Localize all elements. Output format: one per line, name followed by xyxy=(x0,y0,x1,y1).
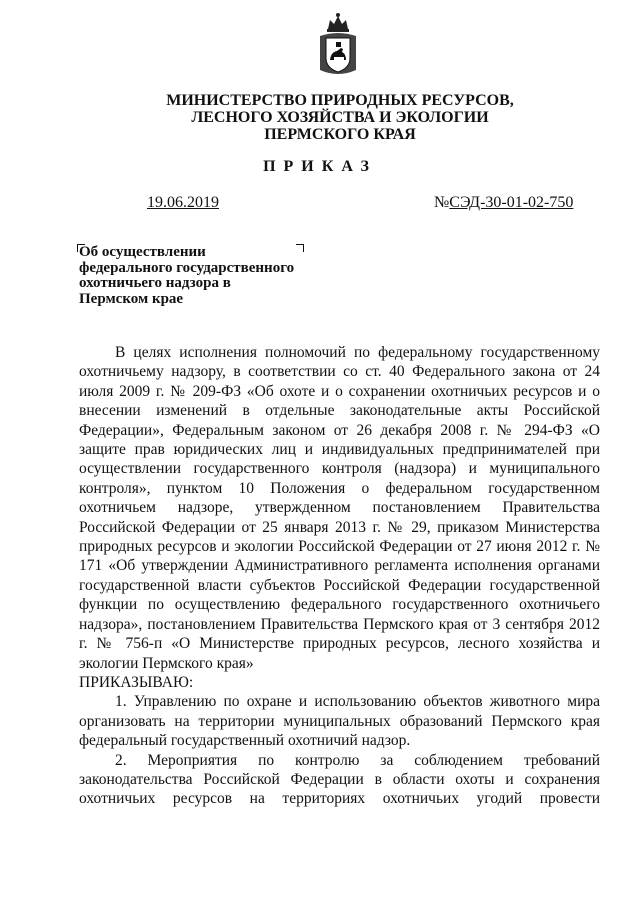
order-item-2: 2. Мероприятия по контролю за соблюдением требований законодательства Российской Федерации в области охоты и сохранения охотничьих ресурсов на территориях охотничьих угодий провести xyxy=(79,751,600,808)
ministry-header xyxy=(140,92,540,143)
order-word: ПРИКАЗЫВАЮ: xyxy=(79,673,194,691)
subject-line3: охотничьего надзора в xyxy=(79,275,231,291)
ministry-name-line2: ЛЕСНОГО ХОЗЯЙСТВА И ЭКОЛОГИИ xyxy=(191,109,489,126)
preamble-paragraph: В целях исполнения полномочий по федеральному государственному охотничьему надзору, в соответствии со ст. 40 Федерального закона от 24 июля 2009 г. № 209-ФЗ «Об охоте и о сохранении охотничьих ресурсов и о внесении изменений в отдельные законодательные акты Российской Федерации», Федеральным законом от 26 декабря 2008 г. № 294-ФЗ «О защите прав юридических лиц и индивидуальных предпринимателей при осуществлении государственного контроля (надзора) и муниципального контроля», пунктом 10 Положения о федеральном государственном охотничьем надзоре, утвержденном постановлением Правительства Российской Федерации от 25 января 2013 г. № 29, приказом Министерства природных ресурсов и экологии Российской Федерации от 27 июня 2012 г. № 171 «Об утверждении Административного регламента исполнения органами государственной власти субъектов Российской Федерации государственной функции по осуществлению федерального государственного охотничьего надзора», постановлением Правительства Пермского края от 3 сентября 2012 г. № 756-п «О Министерстве природных ресурсов, лесного хозяйства и экологии Пермского края» xyxy=(79,344,600,672)
number-prefix: № xyxy=(434,194,450,211)
subject-line2: федерального государственного xyxy=(79,259,295,276)
document-number xyxy=(434,194,573,212)
document-date xyxy=(125,194,241,212)
order-item-1: 1. Управлению по охране и использованию объектов животного мира организовать на территории муниципальных образований Пермского края федеральный государственный охотничий надзор. xyxy=(79,693,600,750)
subject-line4: Пермском крае xyxy=(79,290,184,307)
document-subject xyxy=(79,245,309,307)
document-number-value: СЭД-30-01-02-750 xyxy=(449,194,574,211)
document-body xyxy=(79,343,600,809)
ministry-name-line1: МИНИСТЕРСТВО ПРИРОДНЫХ РЕСУРСОВ, xyxy=(166,92,514,109)
document-date-value: 19.06.2019 xyxy=(147,194,219,211)
ministry-name-line3: ПЕРМСКОГО КРАЯ xyxy=(264,126,416,143)
subject-line1: Об осуществлении xyxy=(79,244,206,260)
coat-of-arms-icon xyxy=(317,12,359,78)
document-type-title: ПРИКАЗ xyxy=(263,158,377,175)
